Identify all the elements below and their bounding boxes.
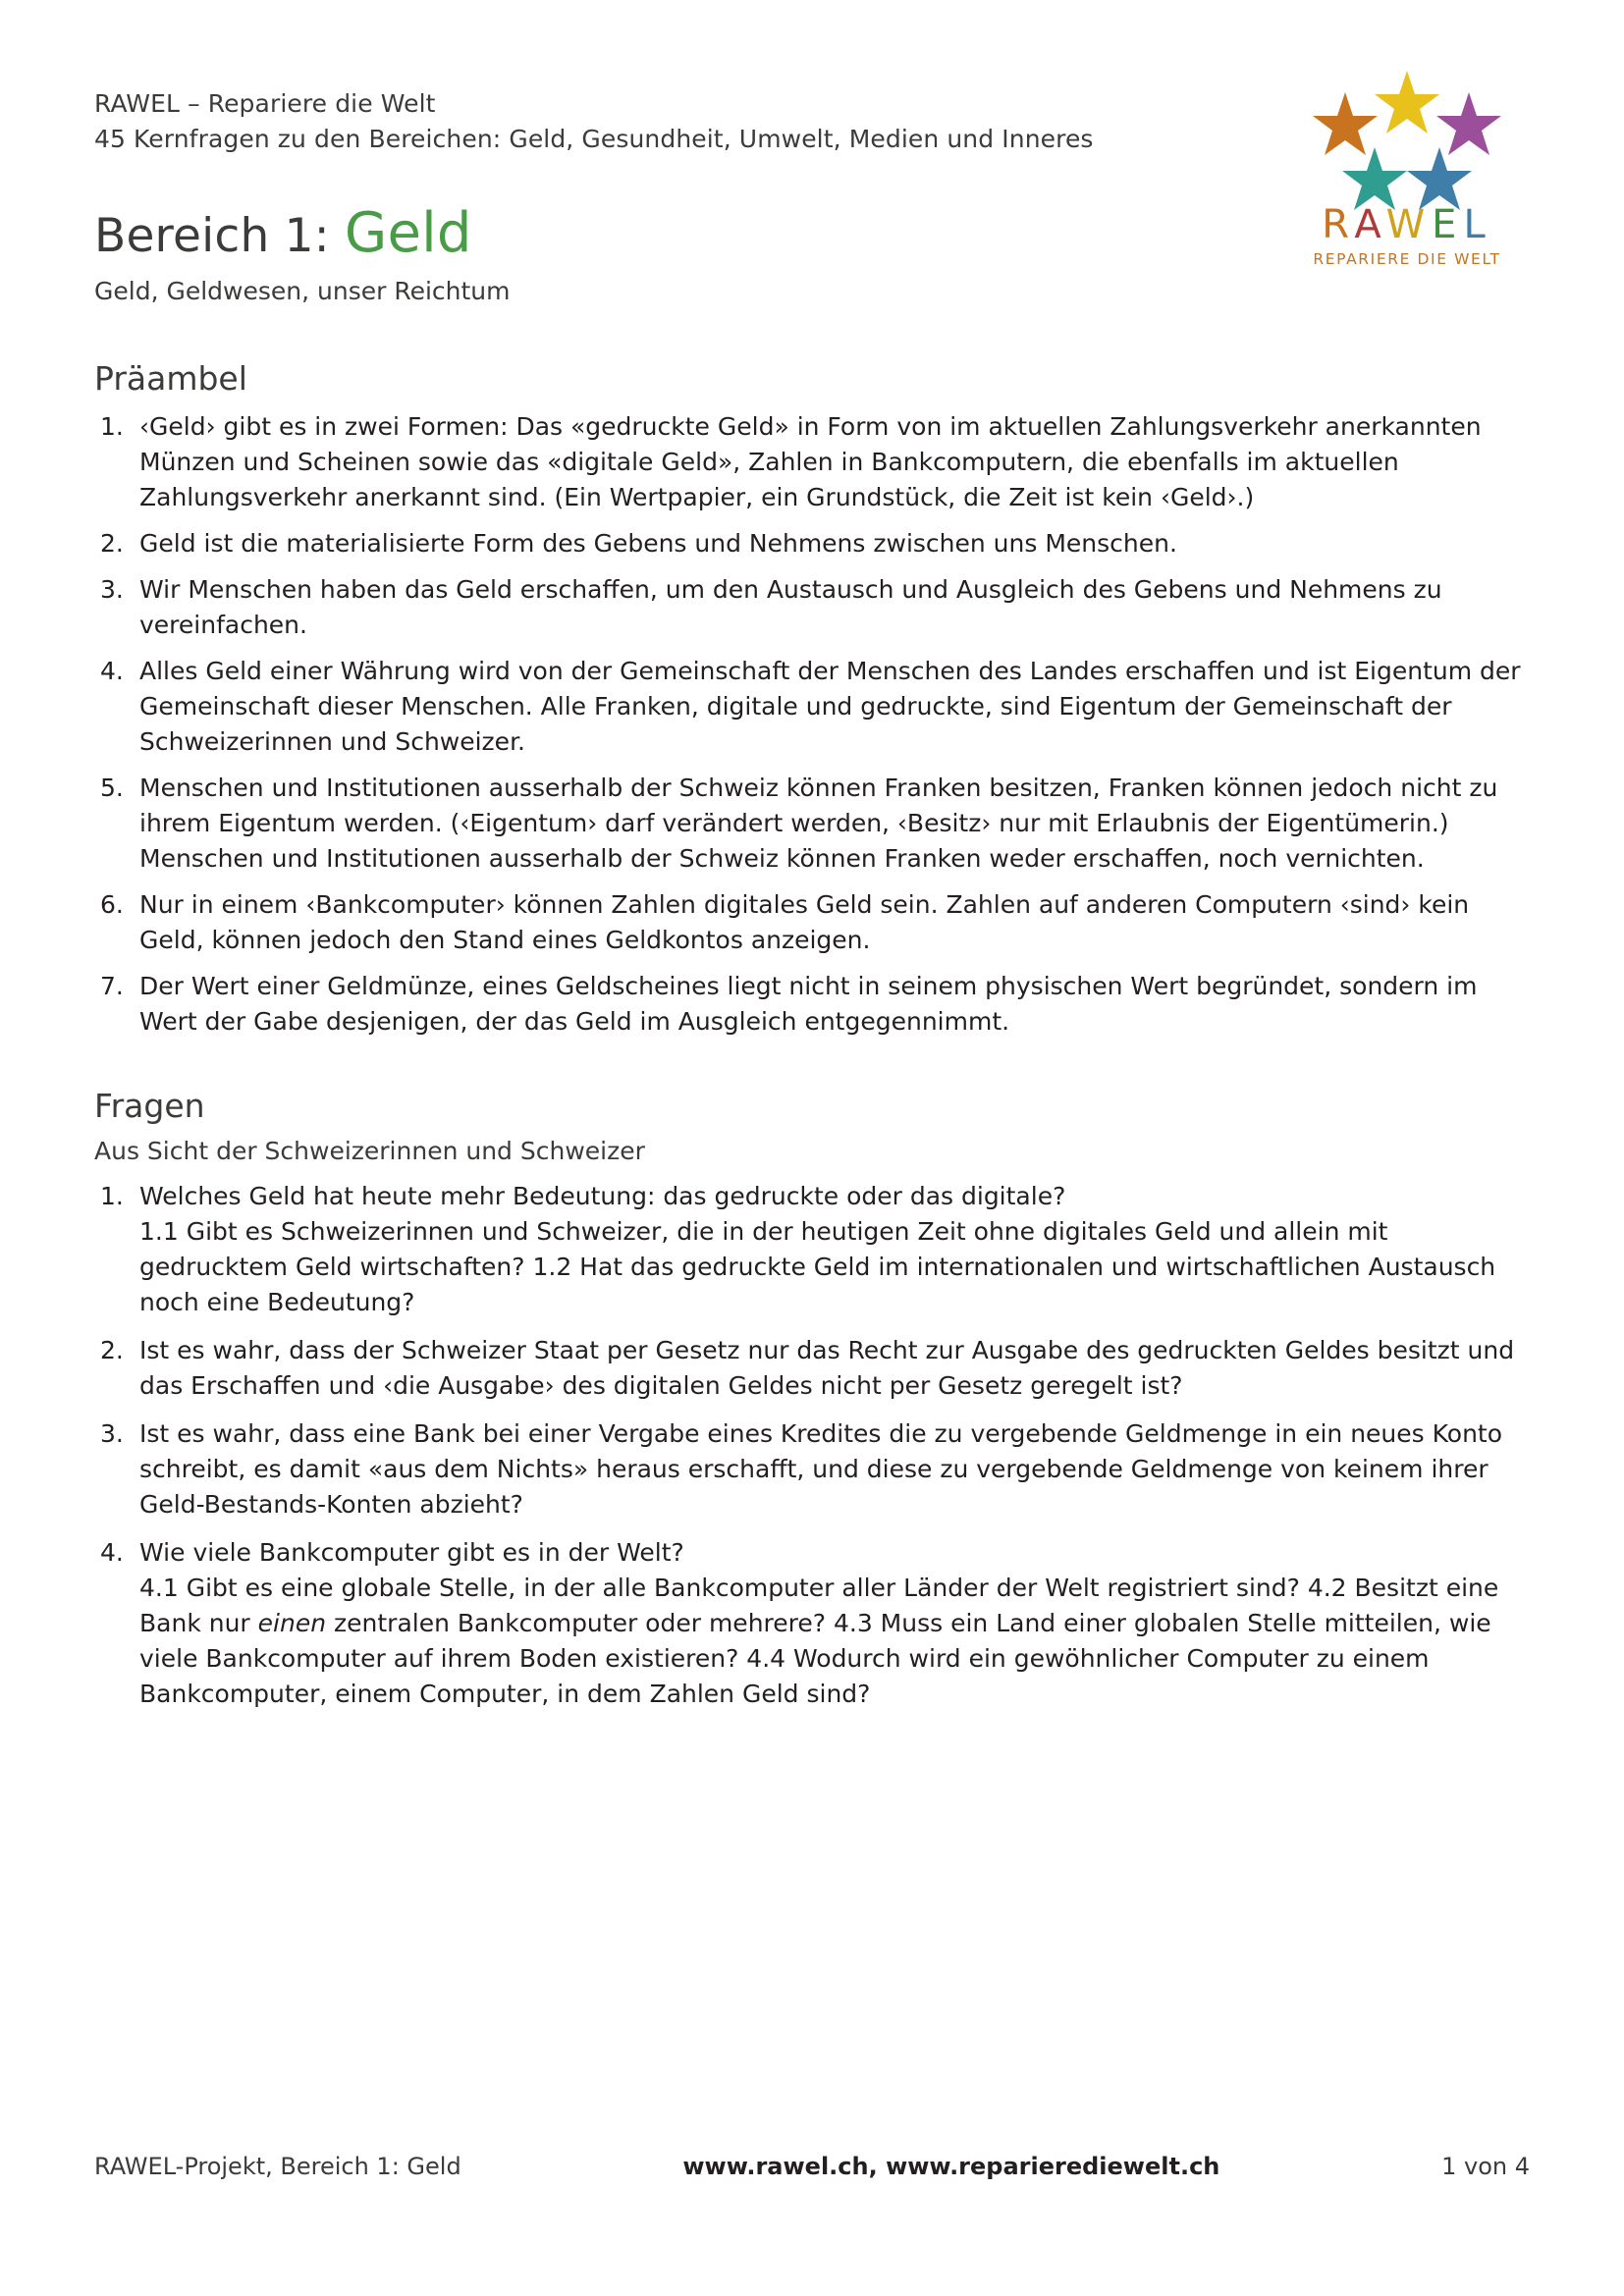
logo-tagline: REPARIERE DIE WELT	[1313, 250, 1501, 268]
list-item-text: Welches Geld hat heute mehr Bedeutung: das gedruckte oder das digitale? 1.1 Gibt es Schweizerinnen und Schweizer, die in der heutigen Zeit ohne digitales Geld und allein mit gedrucktem Geld wirtschaften? 1.2 Hat das gedruckte Geld im internationalen und wirtschaftlichen Austausch noch eine Bedeutung?	[139, 1182, 1496, 1316]
page-footer	[94, 2153, 1530, 2180]
document-header	[94, 86, 1530, 312]
list-item	[94, 969, 1530, 1040]
list-item-number: 3.	[100, 575, 124, 604]
list-item	[94, 572, 1530, 643]
logo-stars-icon	[1284, 65, 1530, 222]
list-item	[94, 409, 1530, 515]
logo-wordmark: RAWEL	[1322, 202, 1492, 247]
preamble-list	[94, 409, 1530, 1040]
list-item	[94, 654, 1530, 760]
list-item-text: Geld ist die materialisierte Form des Gebens und Nehmens zwischen uns Menschen.	[139, 529, 1177, 558]
logo-wordmark-block	[1294, 202, 1520, 268]
list-item	[94, 1179, 1530, 1320]
header-line-subject: 45 Kernfragen zu den Bereichen: Geld, Gesundheit, Umwelt, Medien und Inneres	[94, 124, 1094, 153]
questions-list	[94, 1179, 1530, 1712]
list-item-number: 6.	[100, 890, 124, 919]
footer-center: www.rawel.ch, www.reparierediewelt.ch	[682, 2153, 1220, 2180]
rawel-logo	[1284, 65, 1530, 291]
list-item-number: 1.	[100, 1182, 124, 1210]
preamble-heading: Präambel	[94, 359, 247, 398]
list-item-number: 4.	[100, 1538, 124, 1567]
questions-subheading: Aus Sicht der Schweizerinnen und Schweizer	[94, 1137, 645, 1165]
list-item-number: 3.	[100, 1419, 124, 1448]
list-item	[94, 1535, 1530, 1712]
list-item-text: Ist es wahr, dass der Schweizer Staat per Gesetz nur das Recht zur Ausgabe des gedruckten Geldes besitzt und das Erschaffen und ‹die Ausgabe› des digitalen Geldes nicht per Gesetz geregelt ist?	[139, 1336, 1515, 1400]
questions-section	[94, 1087, 1530, 1712]
header-line-project: RAWEL – Repariere die Welt	[94, 89, 436, 118]
list-item-text: Ist es wahr, dass eine Bank bei einer Vergabe eines Kredites die zu vergebende Geldmenge in ein neues Konto schreibt, es damit «aus dem Nichts» heraus erschafft, und diese zu vergebende Geldmenge von keinem ihrer Geld-Bestands-Konten abzieht?	[139, 1419, 1503, 1519]
list-item	[94, 526, 1530, 561]
preamble-section	[94, 359, 1530, 1040]
list-item-text: Der Wert einer Geldmünze, eines Geldscheines liegt nicht in seinem physischen Wert begründet, sondern im Wert der Gabe desjenigen, der das Geld im Ausgleich entgegennimmt.	[139, 972, 1478, 1036]
list-item-text: Alles Geld einer Währung wird von der Gemeinschaft der Menschen des Landes erschaffen und ist Eigentum der Gemeinschaft dieser Menschen. Alle Franken, digitale und gedruckte, sind Eigentum der Gemeinschaft der Schweizerinnen und Schweizer.	[139, 657, 1521, 756]
questions-heading: Fragen	[94, 1087, 205, 1125]
list-item	[94, 771, 1530, 877]
page-subtitle: Geld, Geldwesen, unser Reichtum	[94, 277, 511, 305]
list-item-number: 1.	[100, 412, 124, 441]
list-item	[94, 1416, 1530, 1522]
list-item-text: Wie viele Bankcomputer gibt es in der Welt? 4.1 Gibt es eine globale Stelle, in der alle Bankcomputer aller Länder der Welt registriert sind? 4.2 Besitzt eine Bank nur einen zentralen Bankcomputer oder mehrere? 4.3 Muss ein Land einer globalen Stelle mitteilen, wie viele Bankcomputer auf ihrem Boden existieren? 4.4 Wodurch wird ein gewöhnlicher Computer zu einem Bankcomputer, einem Computer, in dem Zahlen Geld sind?	[139, 1538, 1499, 1708]
list-item-number: 7.	[100, 972, 124, 1000]
list-item-text: Nur in einem ‹Bankcomputer› können Zahlen digitales Geld sein. Zahlen auf anderen Computern ‹sind› kein Geld, können jedoch den Stand eines Geldkontos anzeigen.	[139, 890, 1470, 954]
list-item-text: ‹Geld› gibt es in zwei Formen: Das «gedruckte Geld» in Form von im aktuellen Zahlungsverkehr anerkannten Münzen und Scheinen sowie das «digitale Geld», Zahlen in Bankcomputern, die ebenfalls im aktuellen Zahlungsverkehr anerkannt sind. (Ein Wertpapier, ein Grundstück, die Zeit ist kein ‹Geld›.)	[139, 412, 1482, 511]
list-item-number: 2.	[100, 1336, 124, 1364]
list-item	[94, 1333, 1530, 1404]
footer-page-number: 1 von 4	[1441, 2153, 1530, 2180]
title-accent: Geld	[344, 201, 472, 265]
list-item-text: Wir Menschen haben das Geld erschaffen, um den Austausch und Ausgleich des Gebens und Nehmens zu vereinfachen.	[139, 575, 1442, 639]
footer-left: RAWEL-Projekt, Bereich 1: Geld	[94, 2153, 461, 2180]
list-item-text: Menschen und Institutionen ausserhalb der Schweiz können Franken besitzen, Franken können jedoch nicht zu ihrem Eigentum werden. (‹Eigentum› darf verändert werden, ‹Besitz› nur mit Erlaubnis der Eigentümerin.) Menschen und Institutionen ausserhalb der Schweiz können Franken weder erschaffen, noch vernichten.	[139, 774, 1498, 873]
list-item	[94, 887, 1530, 958]
list-item-number: 5.	[100, 774, 124, 802]
list-item-number: 4.	[100, 657, 124, 685]
list-item-number: 2.	[100, 529, 124, 558]
title-prefix: Bereich 1:	[94, 209, 345, 263]
